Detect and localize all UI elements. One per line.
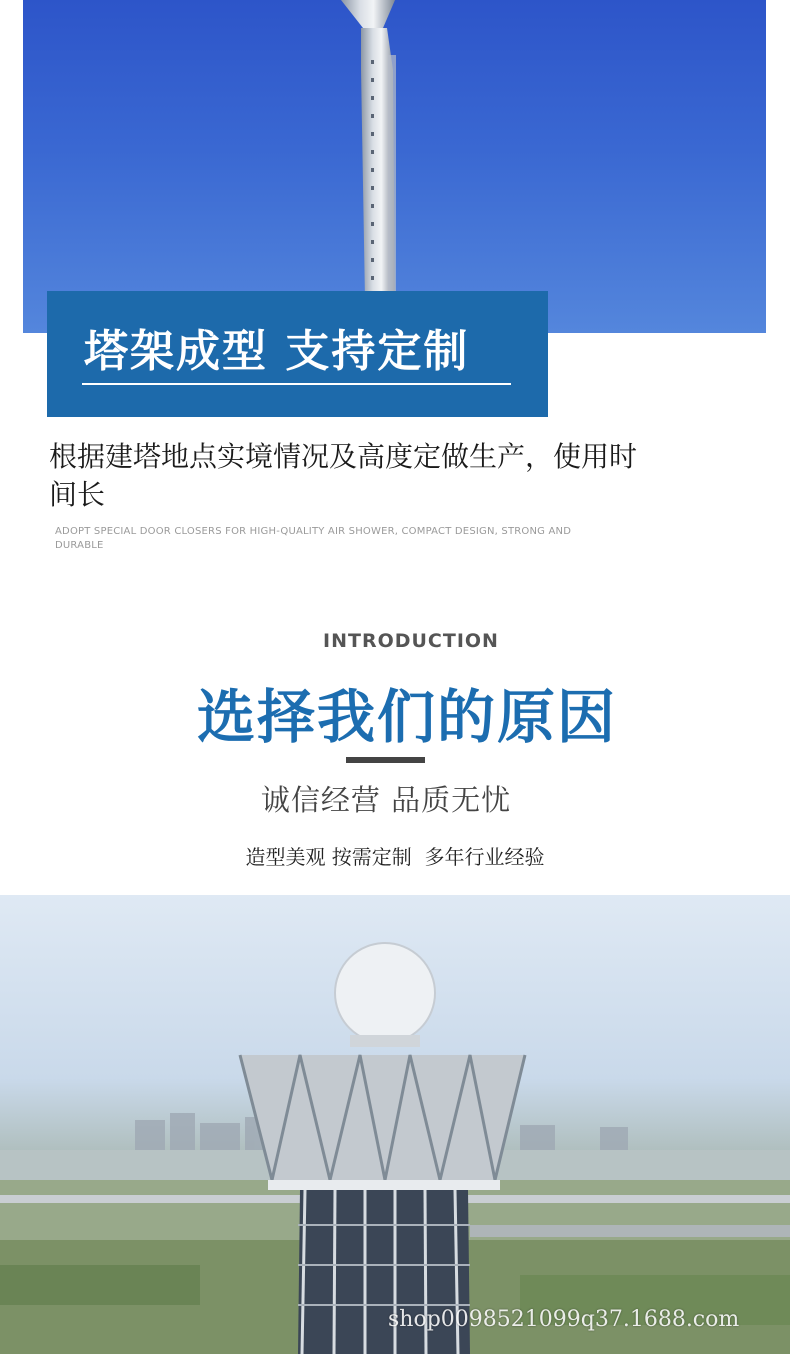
tower-illustration bbox=[23, 0, 766, 333]
intro-subtitle: 诚信经营 品质无忧 bbox=[260, 783, 512, 817]
hero-title: 塔架成型 支持定制 bbox=[84, 326, 470, 377]
hero-title-box bbox=[47, 291, 548, 417]
hero-description-en: ADOPT SPECIAL DOOR CLOSERS FOR HIGH-QUALITY AIR SHOWER, COMPACT DESIGN, STRONG AND DURABLE bbox=[55, 526, 572, 551]
intro-divider bbox=[346, 757, 425, 763]
radar-tower-photo bbox=[0, 895, 790, 1354]
watermark: shop0098521099q37.1688.com bbox=[388, 1307, 740, 1332]
tower-sky-photo bbox=[23, 0, 766, 333]
radar-tower-illustration bbox=[0, 895, 790, 1354]
intro-title: 选择我们的原因 bbox=[196, 683, 617, 751]
intro-label: INTRODUCTION bbox=[323, 630, 499, 652]
hero-description: 根据建塔地点实境情况及高度定做生产，使用时间长 bbox=[49, 440, 638, 511]
hero-title-underline bbox=[82, 383, 511, 385]
intro-features: 造型美观 按需定制 多年行业经验 bbox=[245, 845, 545, 869]
